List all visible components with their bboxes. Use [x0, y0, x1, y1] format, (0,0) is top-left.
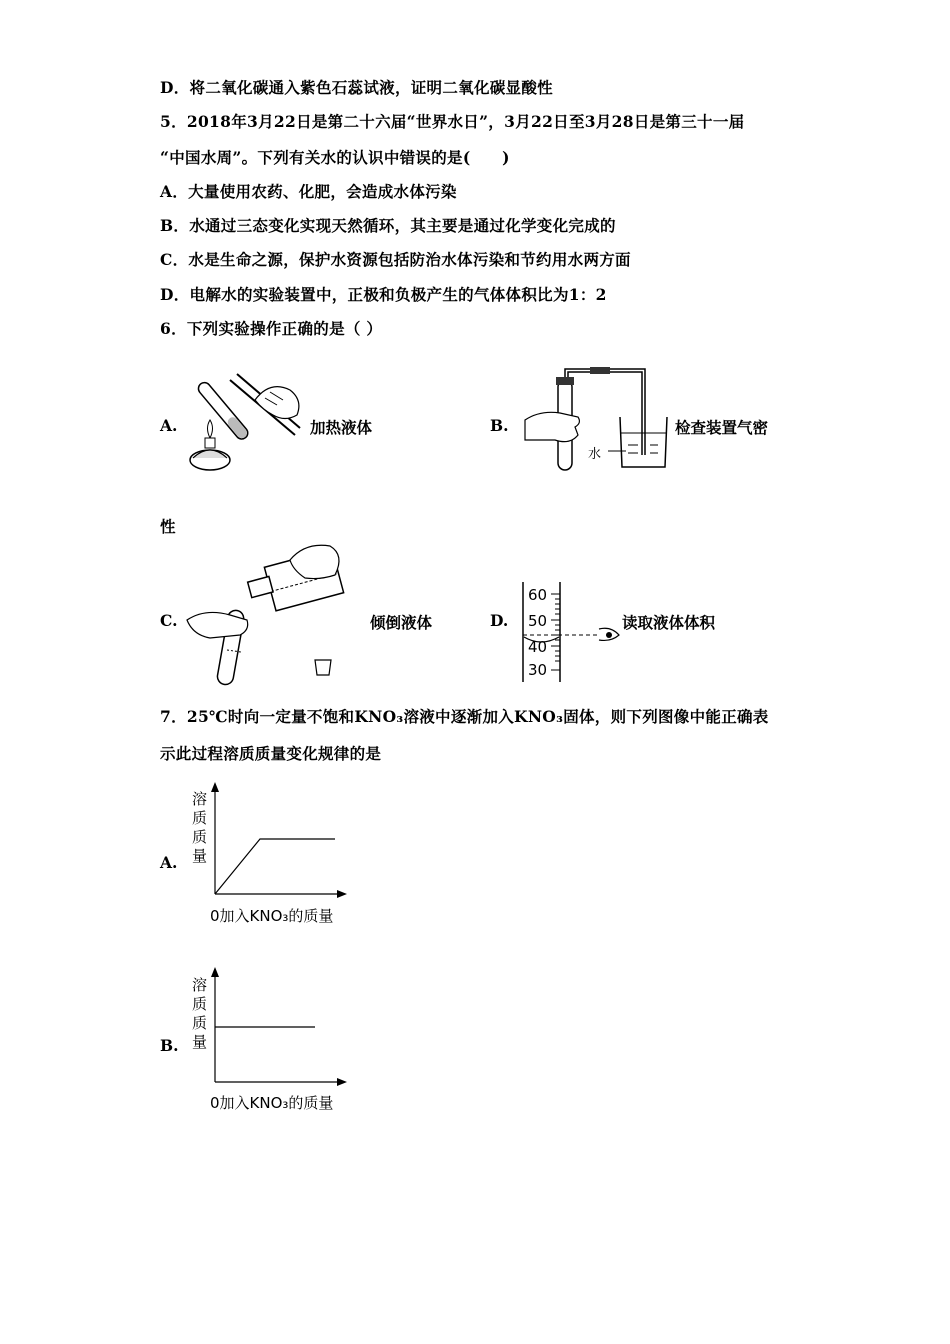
graph-b-x-label: 0加入KNO₃的质量	[210, 1094, 334, 1112]
q7-stem-line2: 示此过程溶质质量变化规律的是	[160, 744, 382, 763]
graph-a-y-arrow	[211, 782, 219, 792]
q6-stem: 6．下列实验操作正确的是（ ）	[160, 319, 383, 338]
scale-label-50: 50	[528, 612, 548, 630]
graph-a-chart	[205, 780, 350, 900]
graph-b-x-arrow	[337, 1078, 347, 1086]
q6-option-d-letter: D.	[490, 611, 509, 630]
graph-b-y-char: 量	[192, 1033, 208, 1051]
scale-label-40: 40	[528, 638, 548, 656]
water-label: 水	[588, 447, 602, 462]
heating-liquid-illustration	[185, 360, 310, 480]
graph-b-y-char: 质	[192, 995, 208, 1013]
scale-label-30: 30	[528, 661, 548, 679]
q5-option-c: C．水是生命之源，保护水资源包括防治水体污染和节约用水两方面	[160, 250, 631, 269]
graph-b-y-char: 溶	[192, 976, 208, 994]
q4-option-d: D．将二氧化碳通入紫色石蕊试液，证明二氧化碳显酸性	[160, 78, 553, 97]
q5-option-b: B．水通过三态变化实现天然循环，其主要是通过化学变化完成的	[160, 216, 616, 235]
q7-option-b-letter: B.	[160, 1036, 179, 1055]
q6-option-c-letter: C.	[160, 611, 178, 630]
graph-b-chart	[205, 965, 350, 1087]
q6-option-a-letter: A.	[160, 416, 178, 435]
graph-a-y-char: 质	[192, 809, 208, 827]
q7-option-a-letter: A.	[160, 853, 178, 872]
graph-a-y-char: 质	[192, 828, 208, 846]
graph-a-y-char: 溶	[192, 790, 208, 808]
graph-b-y-char: 质	[192, 1014, 208, 1032]
q5-option-a: A．大量使用农药、化肥，会造成水体污染	[160, 182, 457, 201]
q6-option-b-caption: 检查装置气密	[675, 418, 769, 437]
q5-option-d: D．电解水的实验装置中，正极和负极产生的气体体积比为1：2	[160, 285, 607, 304]
q5-stem-line1: 5．2018年3月22日是第二十六届“世界水日”，3月22日至3月28日是第三十一届	[160, 112, 745, 131]
graph-a-y-char: 量	[192, 847, 208, 865]
q6-option-b-caption-cont: 性	[160, 517, 176, 536]
q5-stem-line2: “中国水周”。下列有关水的认识中错误的是( )	[160, 148, 510, 167]
q6-option-c-caption: 倾倒液体	[370, 613, 433, 632]
q6-option-b-letter: B.	[490, 416, 509, 435]
graph-a-data-line	[215, 839, 335, 894]
q7-stem-line1: 7．25℃时向一定量不饱和KNO₃溶液中逐渐加入KNO₃固体，则下列图像中能正确表	[160, 707, 769, 726]
q6-option-d-caption: 读取液体体积	[622, 613, 716, 632]
scale-label-60: 60	[528, 586, 548, 604]
graph-b-y-arrow	[211, 967, 219, 977]
q6-option-a-caption: 加热液体	[310, 418, 373, 437]
graph-a-x-label: 0加入KNO₃的质量	[210, 907, 334, 925]
graph-a-x-arrow	[337, 890, 347, 898]
pouring-liquid-illustration	[185, 540, 355, 685]
